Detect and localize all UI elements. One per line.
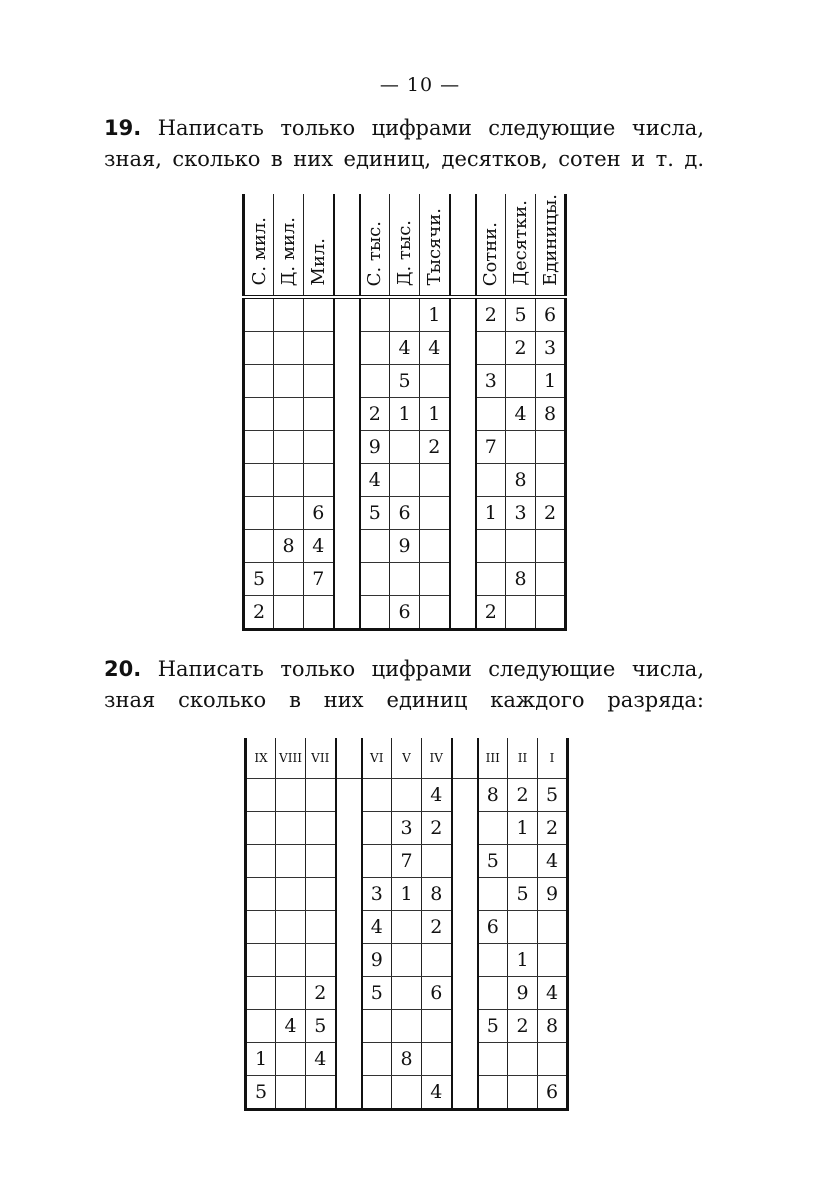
table-cell bbox=[478, 878, 508, 911]
table-cell bbox=[306, 1076, 336, 1110]
table-row bbox=[244, 463, 566, 496]
table-cell bbox=[452, 779, 478, 812]
table-cell bbox=[336, 911, 362, 944]
table-cell: 2 bbox=[538, 812, 568, 845]
table-cell bbox=[246, 977, 276, 1010]
table-cell bbox=[476, 562, 506, 595]
table-cell bbox=[244, 529, 274, 562]
table-cell bbox=[306, 779, 336, 812]
table-cell: 5 bbox=[246, 1076, 276, 1110]
task-20-text-1: Написать только цифрами следующие числа, bbox=[157, 657, 704, 681]
table-cell bbox=[334, 364, 360, 397]
table-cell bbox=[362, 1043, 392, 1076]
table-cell bbox=[246, 845, 276, 878]
table-cell: 4 bbox=[276, 1010, 306, 1043]
table-cell: 2 bbox=[244, 595, 274, 629]
table-row bbox=[244, 430, 566, 463]
table-cell: 4 bbox=[422, 779, 452, 812]
table-cell: 5 bbox=[306, 1010, 336, 1043]
table-cell bbox=[390, 463, 420, 496]
column-header bbox=[450, 194, 476, 297]
table-cell: 8 bbox=[274, 529, 304, 562]
table-cell: 5 bbox=[508, 878, 538, 911]
table-cell bbox=[276, 1076, 306, 1110]
table-cell bbox=[452, 944, 478, 977]
table-cell bbox=[506, 529, 536, 562]
table-cell bbox=[362, 1010, 392, 1043]
table-cell: 6 bbox=[478, 911, 508, 944]
table-cell bbox=[336, 1076, 362, 1110]
table-cell bbox=[244, 297, 274, 332]
table-row bbox=[246, 944, 568, 977]
table-cell bbox=[478, 944, 508, 977]
table-cell: 5 bbox=[390, 364, 420, 397]
column-header bbox=[508, 738, 538, 779]
table-cell bbox=[450, 397, 476, 430]
table-cell bbox=[360, 529, 390, 562]
column-header bbox=[276, 738, 306, 779]
table-cell bbox=[334, 397, 360, 430]
table-cell: 9 bbox=[508, 977, 538, 1010]
column-header-label: I bbox=[549, 751, 555, 765]
table-cell bbox=[452, 812, 478, 845]
table-cell bbox=[360, 331, 390, 364]
table-header-row bbox=[246, 738, 568, 779]
table-cell bbox=[506, 595, 536, 629]
table-cell: 1 bbox=[536, 364, 566, 397]
table-cell bbox=[476, 397, 506, 430]
table-cell: 4 bbox=[362, 911, 392, 944]
table-cell bbox=[360, 562, 390, 595]
table-cell: 8 bbox=[536, 397, 566, 430]
table-cell bbox=[274, 331, 304, 364]
table-cell bbox=[362, 1076, 392, 1110]
column-header bbox=[422, 738, 452, 779]
table-cell: 5 bbox=[506, 297, 536, 332]
task-19-line-2: зная, сколько в них единиц, десятков, сотен и т. д. bbox=[104, 147, 704, 171]
column-header-label: VIII bbox=[279, 751, 302, 765]
column-header bbox=[304, 194, 334, 297]
table-cell bbox=[450, 331, 476, 364]
table-cell bbox=[478, 977, 508, 1010]
table-cell bbox=[274, 595, 304, 629]
table-cell bbox=[536, 595, 566, 629]
table-cell bbox=[420, 364, 450, 397]
table-cell bbox=[450, 430, 476, 463]
column-header-label: IX bbox=[254, 751, 268, 765]
table-cell bbox=[508, 1076, 538, 1110]
table-row bbox=[246, 812, 568, 845]
task-20-number: 20. bbox=[104, 657, 142, 681]
column-header-label: II bbox=[517, 751, 528, 765]
table-cell bbox=[244, 331, 274, 364]
table-cell: 8 bbox=[506, 463, 536, 496]
table-cell bbox=[336, 1010, 362, 1043]
table-row bbox=[244, 331, 566, 364]
table-cell: 2 bbox=[476, 297, 506, 332]
table-cell bbox=[392, 911, 422, 944]
table-cell: 5 bbox=[360, 496, 390, 529]
table-cell bbox=[304, 297, 334, 332]
column-header-label: Сотни. bbox=[480, 221, 502, 286]
table-cell: 4 bbox=[422, 1076, 452, 1110]
table-cell bbox=[244, 397, 274, 430]
table-cell bbox=[336, 944, 362, 977]
table-cell bbox=[450, 562, 476, 595]
table-cell bbox=[452, 1043, 478, 1076]
column-header bbox=[390, 194, 420, 297]
table-cell: 6 bbox=[422, 977, 452, 1010]
table-cell bbox=[506, 364, 536, 397]
table-cell bbox=[422, 1043, 452, 1076]
table-cell: 1 bbox=[508, 944, 538, 977]
table-cell bbox=[304, 364, 334, 397]
table-cell: 3 bbox=[362, 878, 392, 911]
table-row bbox=[244, 562, 566, 595]
table-cell bbox=[478, 812, 508, 845]
table-row bbox=[246, 779, 568, 812]
table-cell bbox=[450, 364, 476, 397]
table-cell: 3 bbox=[506, 496, 536, 529]
table-row bbox=[246, 911, 568, 944]
table-cell bbox=[336, 779, 362, 812]
column-header bbox=[274, 194, 304, 297]
table-cell bbox=[276, 878, 306, 911]
table-cell bbox=[450, 297, 476, 332]
table-cell bbox=[336, 977, 362, 1010]
table-cell bbox=[244, 430, 274, 463]
table-cell bbox=[508, 1043, 538, 1076]
table-cell: 6 bbox=[304, 496, 334, 529]
table-cell: 9 bbox=[538, 878, 568, 911]
table-cell bbox=[276, 812, 306, 845]
table-cell bbox=[390, 297, 420, 332]
table-cell bbox=[306, 845, 336, 878]
table-row bbox=[246, 977, 568, 1010]
table-cell bbox=[246, 911, 276, 944]
table-cell bbox=[538, 1043, 568, 1076]
table-cell bbox=[304, 331, 334, 364]
table-cell: 2 bbox=[476, 595, 506, 629]
table-cell bbox=[244, 496, 274, 529]
table-cell bbox=[246, 1010, 276, 1043]
table-cell: 5 bbox=[362, 977, 392, 1010]
column-header-label: Д. мил. bbox=[278, 216, 299, 286]
table-cell bbox=[336, 812, 362, 845]
table-cell bbox=[360, 364, 390, 397]
table-cell bbox=[362, 779, 392, 812]
table-cell: 8 bbox=[422, 878, 452, 911]
table-cell bbox=[304, 463, 334, 496]
table-cell: 1 bbox=[392, 878, 422, 911]
table-cell bbox=[334, 496, 360, 529]
table-cell bbox=[538, 911, 568, 944]
table-cell bbox=[276, 845, 306, 878]
table-cell bbox=[274, 496, 304, 529]
table-cell bbox=[304, 397, 334, 430]
table-cell bbox=[536, 562, 566, 595]
table-cell: 6 bbox=[538, 1076, 568, 1110]
table-cell bbox=[334, 529, 360, 562]
table-cell: 7 bbox=[476, 430, 506, 463]
table-cell bbox=[422, 944, 452, 977]
table-cell: 2 bbox=[506, 331, 536, 364]
table-cell bbox=[420, 496, 450, 529]
column-header-label: III bbox=[485, 751, 500, 765]
table-cell bbox=[274, 430, 304, 463]
column-header-label: Десятки. bbox=[510, 200, 531, 286]
table-cell bbox=[390, 562, 420, 595]
table-cell bbox=[306, 944, 336, 977]
task-19-text-1: Написать только цифрами следующие числа, bbox=[157, 116, 704, 140]
table-row bbox=[244, 297, 566, 332]
table-cell: 1 bbox=[246, 1043, 276, 1076]
table-cell bbox=[336, 878, 362, 911]
table-cell bbox=[304, 430, 334, 463]
task-20-line-2: зная сколько в них единиц каждого разряда: bbox=[104, 688, 704, 712]
table-cell: 3 bbox=[476, 364, 506, 397]
table-cell: 2 bbox=[536, 496, 566, 529]
table-cell bbox=[274, 364, 304, 397]
table-cell bbox=[246, 944, 276, 977]
task-19-line-1 bbox=[104, 113, 704, 144]
column-header-label: VI bbox=[370, 751, 384, 765]
table-row bbox=[244, 496, 566, 529]
column-header-label: С. мил. bbox=[248, 217, 270, 286]
table-cell: 9 bbox=[390, 529, 420, 562]
table-cell bbox=[334, 331, 360, 364]
table-cell bbox=[508, 911, 538, 944]
table-cell bbox=[420, 562, 450, 595]
table-cell bbox=[452, 845, 478, 878]
table-cell: 8 bbox=[538, 1010, 568, 1043]
table-cell bbox=[276, 944, 306, 977]
column-header bbox=[244, 194, 274, 297]
table-cell: 9 bbox=[360, 430, 390, 463]
task-20-line-1 bbox=[104, 654, 704, 685]
table-cell bbox=[334, 463, 360, 496]
table-cell bbox=[334, 562, 360, 595]
table-cell bbox=[274, 562, 304, 595]
table-cell bbox=[336, 1043, 362, 1076]
table-cell: 1 bbox=[420, 297, 450, 332]
column-header bbox=[306, 738, 336, 779]
table-cell bbox=[478, 1076, 508, 1110]
table-cell bbox=[276, 779, 306, 812]
table-row bbox=[246, 845, 568, 878]
table-cell: 2 bbox=[508, 779, 538, 812]
column-header bbox=[538, 738, 568, 779]
table-cell bbox=[476, 529, 506, 562]
table-cell: 7 bbox=[392, 845, 422, 878]
table-cell bbox=[536, 463, 566, 496]
table-cell bbox=[536, 529, 566, 562]
table-cell bbox=[244, 364, 274, 397]
table-cell: 5 bbox=[478, 1010, 508, 1043]
table-cell: 4 bbox=[538, 977, 568, 1010]
column-header bbox=[334, 194, 360, 297]
table-cell: 8 bbox=[506, 562, 536, 595]
table-cell bbox=[276, 911, 306, 944]
table-cell bbox=[450, 496, 476, 529]
column-header bbox=[452, 738, 478, 779]
table-cell: 4 bbox=[360, 463, 390, 496]
table-cell bbox=[450, 595, 476, 629]
table-row bbox=[244, 364, 566, 397]
table-cell bbox=[420, 463, 450, 496]
table-cell bbox=[536, 430, 566, 463]
table-row bbox=[246, 878, 568, 911]
table-cell bbox=[422, 845, 452, 878]
table-cell bbox=[392, 1010, 422, 1043]
table-cell: 1 bbox=[508, 812, 538, 845]
table-cell bbox=[538, 944, 568, 977]
column-header bbox=[362, 738, 392, 779]
table-cell bbox=[244, 463, 274, 496]
table-cell bbox=[476, 463, 506, 496]
table-cell: 5 bbox=[478, 845, 508, 878]
table-cell bbox=[392, 944, 422, 977]
table-cell bbox=[336, 845, 362, 878]
table-cell bbox=[450, 529, 476, 562]
column-header-label: Единицы. bbox=[539, 194, 561, 286]
table-cell bbox=[478, 1043, 508, 1076]
table-cell bbox=[452, 911, 478, 944]
table-cell bbox=[276, 977, 306, 1010]
table-cell bbox=[392, 779, 422, 812]
column-header bbox=[506, 194, 536, 297]
table-cell bbox=[452, 878, 478, 911]
table-row bbox=[244, 595, 566, 629]
table-cell bbox=[334, 297, 360, 332]
table-19 bbox=[242, 194, 567, 631]
table-cell bbox=[276, 1043, 306, 1076]
table-cell: 2 bbox=[306, 977, 336, 1010]
table-cell: 3 bbox=[392, 812, 422, 845]
column-header-label: Тысячи. bbox=[423, 208, 445, 286]
table-cell: 8 bbox=[392, 1043, 422, 1076]
table-cell: 4 bbox=[304, 529, 334, 562]
task-19 bbox=[104, 113, 704, 175]
table-cell: 1 bbox=[420, 397, 450, 430]
task-19-number: 19. bbox=[104, 116, 142, 140]
table-cell bbox=[306, 878, 336, 911]
table-cell bbox=[246, 779, 276, 812]
table-cell: 1 bbox=[476, 496, 506, 529]
table-cell bbox=[422, 1010, 452, 1043]
column-header bbox=[420, 194, 450, 297]
table-cell bbox=[360, 595, 390, 629]
table-row bbox=[246, 1076, 568, 1110]
table-cell: 8 bbox=[478, 779, 508, 812]
table-cell bbox=[452, 1010, 478, 1043]
table-cell bbox=[274, 297, 304, 332]
table-header-row bbox=[244, 194, 566, 297]
table-cell bbox=[306, 911, 336, 944]
table-cell: 7 bbox=[304, 562, 334, 595]
column-header-label: IV bbox=[429, 751, 443, 765]
table-cell: 2 bbox=[422, 911, 452, 944]
table-row bbox=[246, 1043, 568, 1076]
column-header bbox=[476, 194, 506, 297]
table-cell bbox=[508, 845, 538, 878]
table-row bbox=[246, 1010, 568, 1043]
table-cell bbox=[452, 977, 478, 1010]
table-cell: 5 bbox=[538, 779, 568, 812]
table-20 bbox=[244, 738, 569, 1111]
table-cell bbox=[450, 463, 476, 496]
column-header bbox=[392, 738, 422, 779]
table-cell bbox=[420, 529, 450, 562]
table-row bbox=[244, 397, 566, 430]
column-header bbox=[478, 738, 508, 779]
column-header-label: С. тыс. bbox=[364, 220, 386, 286]
page-number: — 10 — bbox=[379, 74, 461, 96]
table-cell bbox=[306, 812, 336, 845]
column-header-label: VII bbox=[311, 751, 330, 765]
table-cell bbox=[362, 812, 392, 845]
column-header bbox=[360, 194, 390, 297]
table-cell bbox=[246, 878, 276, 911]
table-cell: 4 bbox=[538, 845, 568, 878]
table-cell bbox=[452, 1076, 478, 1110]
table-cell: 5 bbox=[244, 562, 274, 595]
table-cell: 3 bbox=[536, 331, 566, 364]
table-cell bbox=[506, 430, 536, 463]
table-cell: 2 bbox=[422, 812, 452, 845]
column-header-label: Мил. bbox=[307, 238, 329, 286]
task-20 bbox=[104, 654, 704, 716]
column-header bbox=[536, 194, 566, 297]
table-cell bbox=[246, 812, 276, 845]
table-cell: 6 bbox=[536, 297, 566, 332]
table-cell: 4 bbox=[420, 331, 450, 364]
table-cell: 4 bbox=[306, 1043, 336, 1076]
table-cell bbox=[392, 1076, 422, 1110]
table-cell: 4 bbox=[390, 331, 420, 364]
table-cell bbox=[390, 430, 420, 463]
table-cell bbox=[392, 977, 422, 1010]
table-cell: 9 bbox=[362, 944, 392, 977]
table-cell bbox=[420, 595, 450, 629]
table-cell bbox=[334, 430, 360, 463]
table-cell bbox=[362, 845, 392, 878]
table-cell bbox=[304, 595, 334, 629]
table-cell: 2 bbox=[360, 397, 390, 430]
table-cell: 1 bbox=[390, 397, 420, 430]
table-cell bbox=[360, 297, 390, 332]
table-cell bbox=[476, 331, 506, 364]
table-cell bbox=[334, 595, 360, 629]
table-row bbox=[244, 529, 566, 562]
table-cell: 2 bbox=[420, 430, 450, 463]
column-header bbox=[336, 738, 362, 779]
column-header bbox=[246, 738, 276, 779]
table-cell bbox=[274, 397, 304, 430]
table-cell: 2 bbox=[508, 1010, 538, 1043]
table-cell: 4 bbox=[506, 397, 536, 430]
table-cell: 6 bbox=[390, 496, 420, 529]
table-cell bbox=[274, 463, 304, 496]
column-header-label: V bbox=[402, 751, 411, 765]
column-header-label: Д. тыс. bbox=[394, 219, 415, 286]
table-cell: 6 bbox=[390, 595, 420, 629]
